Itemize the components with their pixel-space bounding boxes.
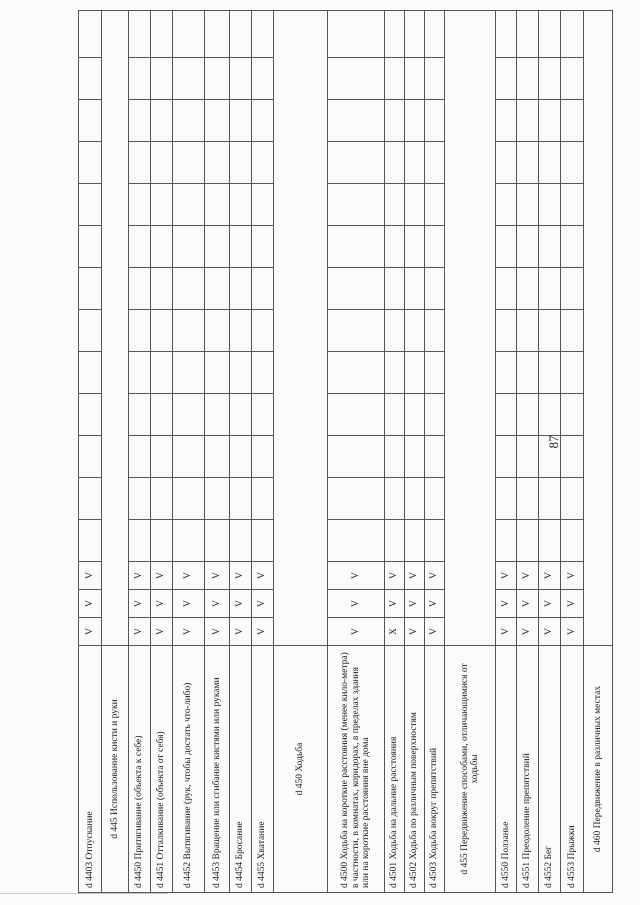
empty-cell (129, 310, 151, 352)
empty-cell (517, 184, 539, 226)
empty-cell (328, 310, 385, 352)
empty-cell (205, 352, 230, 394)
empty-cell (205, 478, 230, 520)
empty-cell (129, 226, 151, 268)
empty-cell (252, 184, 274, 226)
empty-cell (173, 520, 205, 562)
empty-cell (151, 520, 173, 562)
mark-cell: V (405, 590, 425, 618)
empty-cell (517, 226, 539, 268)
empty-cell (561, 11, 584, 58)
empty-cell (425, 520, 445, 562)
empty-cell (151, 142, 173, 184)
empty-cell (425, 268, 445, 310)
category-row (274, 11, 328, 893)
empty-cell (385, 436, 405, 478)
mark-cell: X (385, 618, 405, 646)
category-label: d 450 Ходьба (274, 646, 328, 893)
empty-cell (561, 58, 584, 100)
empty-cell (79, 310, 102, 352)
item-label: d 4453 Вращение или сгибание кистями или руками (205, 646, 230, 893)
item-label: d 4455 Хватание (252, 646, 274, 893)
mark-cell: V (385, 590, 405, 618)
empty-cell (539, 310, 561, 352)
mark-cell: V (79, 590, 102, 618)
empty-cell (173, 478, 205, 520)
mark-cell: V (496, 618, 517, 646)
empty-cell (129, 436, 151, 478)
table-row (205, 11, 230, 893)
empty-cell (230, 142, 252, 184)
empty-cell (517, 268, 539, 310)
empty-cell (252, 226, 274, 268)
empty-cell (539, 226, 561, 268)
empty-cell (539, 436, 561, 478)
item-label: d 4552 Бег (539, 646, 561, 893)
empty-cell (517, 100, 539, 142)
table-row (496, 11, 517, 893)
empty-cell (151, 310, 173, 352)
empty-cell (79, 520, 102, 562)
empty-cell (230, 11, 252, 58)
table-row (405, 11, 425, 893)
table-row (328, 11, 385, 893)
empty-cell (385, 100, 405, 142)
empty-cell (425, 11, 445, 58)
mark-cell: V (129, 618, 151, 646)
mark-cell: V (405, 562, 425, 590)
empty-cell (539, 11, 561, 58)
empty-cell (205, 394, 230, 436)
mark-cell: V (129, 590, 151, 618)
table-row (252, 11, 274, 893)
empty-cell (496, 226, 517, 268)
empty-cell (405, 184, 425, 226)
empty-cell (205, 226, 230, 268)
empty-cell (205, 268, 230, 310)
empty-cell (79, 352, 102, 394)
empty-cell (496, 11, 517, 58)
empty-cell (328, 268, 385, 310)
empty-cell (230, 520, 252, 562)
empty-cell (561, 310, 584, 352)
empty-cell (129, 394, 151, 436)
empty-cell (496, 436, 517, 478)
mark-cell: V (517, 562, 539, 590)
table-row (517, 11, 539, 893)
mark-cell: V (230, 590, 252, 618)
empty-cell (79, 268, 102, 310)
empty-cell (151, 184, 173, 226)
empty-cell (405, 352, 425, 394)
empty-cell (561, 394, 584, 436)
empty-cell (129, 478, 151, 520)
empty-cell (252, 352, 274, 394)
mark-cell: V (230, 562, 252, 590)
empty-cell (425, 142, 445, 184)
item-label: d 4502 Ходьба по различным поверхностям (405, 646, 425, 893)
mark-cell: V (173, 590, 205, 618)
category-label: d 460 Передвижение в различных местах (584, 646, 613, 893)
empty-cell (561, 100, 584, 142)
empty-cell (328, 11, 385, 58)
empty-cell (205, 184, 230, 226)
category-row (102, 11, 129, 893)
empty-cell (385, 478, 405, 520)
empty-cell (517, 520, 539, 562)
empty-cell (252, 142, 274, 184)
empty-cell (385, 184, 405, 226)
empty-cell (230, 58, 252, 100)
category-span-cell (584, 11, 613, 646)
category-row (445, 11, 496, 893)
empty-cell (173, 11, 205, 58)
table-body (79, 11, 613, 893)
item-label: d 4451 Отталкивание (объекта от себя) (151, 646, 173, 893)
empty-cell (405, 436, 425, 478)
empty-cell (79, 184, 102, 226)
empty-cell (517, 142, 539, 184)
empty-cell (517, 11, 539, 58)
empty-cell (129, 142, 151, 184)
empty-cell (385, 58, 405, 100)
empty-cell (328, 436, 385, 478)
mark-cell: V (173, 618, 205, 646)
empty-cell (151, 352, 173, 394)
empty-cell (129, 100, 151, 142)
empty-cell (129, 184, 151, 226)
empty-cell (385, 310, 405, 352)
empty-cell (561, 478, 584, 520)
mark-cell: V (425, 618, 445, 646)
mark-cell: V (517, 590, 539, 618)
empty-cell (151, 268, 173, 310)
item-label: d 4500 Ходьба на короткие расстояния (менее кило-метра) в частности, в комнатах, коридорах, в пределах здания или на короткие расстояния вне дома (328, 646, 385, 893)
item-label: d 4454 Бросание (230, 646, 252, 893)
empty-cell (496, 310, 517, 352)
category-span-cell (102, 11, 129, 646)
empty-cell (561, 268, 584, 310)
empty-cell (205, 58, 230, 100)
empty-cell (252, 268, 274, 310)
empty-cell (385, 520, 405, 562)
empty-cell (230, 394, 252, 436)
mark-cell: V (79, 618, 102, 646)
empty-cell (517, 436, 539, 478)
table-row (385, 11, 405, 893)
empty-cell (405, 58, 425, 100)
category-span-cell (445, 11, 496, 646)
empty-cell (517, 394, 539, 436)
page-number: 87 (546, 435, 561, 449)
empty-cell (539, 184, 561, 226)
empty-cell (405, 11, 425, 58)
empty-cell (252, 11, 274, 58)
empty-cell (425, 310, 445, 352)
empty-cell (385, 226, 405, 268)
empty-cell (539, 142, 561, 184)
mark-cell: V (151, 562, 173, 590)
empty-cell (252, 58, 274, 100)
empty-cell (425, 478, 445, 520)
category-row (584, 11, 613, 893)
empty-cell (328, 478, 385, 520)
scan-edge-line (0, 893, 168, 894)
empty-cell (252, 100, 274, 142)
empty-cell (405, 226, 425, 268)
empty-cell (151, 11, 173, 58)
empty-cell (205, 100, 230, 142)
empty-cell (405, 394, 425, 436)
empty-cell (496, 394, 517, 436)
empty-cell (496, 478, 517, 520)
empty-cell (230, 310, 252, 352)
empty-cell (230, 478, 252, 520)
empty-cell (151, 394, 173, 436)
empty-cell (252, 520, 274, 562)
mark-cell: V (539, 562, 561, 590)
empty-cell (539, 394, 561, 436)
empty-cell (173, 184, 205, 226)
mark-cell: V (252, 618, 274, 646)
table-row (425, 11, 445, 893)
item-label: d 4450 Притягивание (объекта к себе) (129, 646, 151, 893)
empty-cell (173, 142, 205, 184)
empty-cell (173, 100, 205, 142)
mark-cell: V (205, 618, 230, 646)
empty-cell (79, 58, 102, 100)
empty-cell (230, 226, 252, 268)
empty-cell (173, 436, 205, 478)
empty-cell (561, 352, 584, 394)
empty-cell (129, 520, 151, 562)
empty-cell (129, 268, 151, 310)
empty-cell (405, 310, 425, 352)
empty-cell (328, 352, 385, 394)
empty-cell (173, 226, 205, 268)
empty-cell (561, 142, 584, 184)
empty-cell (328, 394, 385, 436)
empty-cell (151, 478, 173, 520)
empty-cell (173, 310, 205, 352)
empty-cell (425, 226, 445, 268)
empty-cell (252, 436, 274, 478)
mark-cell: V (205, 562, 230, 590)
empty-cell (328, 142, 385, 184)
mark-cell: V (539, 590, 561, 618)
empty-cell (425, 436, 445, 478)
empty-cell (517, 352, 539, 394)
empty-cell (151, 100, 173, 142)
empty-cell (496, 58, 517, 100)
mark-cell: V (173, 562, 205, 590)
category-label: d 445 Использование кисти и руки (102, 646, 129, 893)
empty-cell (328, 520, 385, 562)
mark-cell: V (205, 590, 230, 618)
empty-cell (561, 520, 584, 562)
empty-cell (385, 394, 405, 436)
table-row (79, 11, 102, 893)
empty-cell (496, 268, 517, 310)
table-row (173, 11, 205, 893)
mark-cell: V (425, 562, 445, 590)
empty-cell (561, 184, 584, 226)
rotated-table-container (78, 53, 603, 893)
empty-cell (79, 142, 102, 184)
table-row (230, 11, 252, 893)
empty-cell (205, 436, 230, 478)
empty-cell (517, 58, 539, 100)
empty-cell (517, 310, 539, 352)
empty-cell (496, 184, 517, 226)
empty-cell (561, 436, 584, 478)
empty-cell (539, 352, 561, 394)
empty-cell (496, 520, 517, 562)
empty-cell (496, 352, 517, 394)
mark-cell: V (129, 562, 151, 590)
table-row (539, 11, 561, 893)
empty-cell (79, 100, 102, 142)
empty-cell (252, 310, 274, 352)
empty-cell (230, 436, 252, 478)
mark-cell: V (252, 562, 274, 590)
mark-cell: V (496, 590, 517, 618)
empty-cell (328, 226, 385, 268)
empty-cell (173, 352, 205, 394)
empty-cell (230, 268, 252, 310)
empty-cell (539, 268, 561, 310)
category-label: d 455 Передвижение способами, отличающимися от ходьбы (445, 646, 496, 893)
mark-cell: V (328, 562, 385, 590)
criteria-table (78, 10, 613, 893)
item-label: d 4553 Прыжки (561, 646, 584, 893)
item-label: d 4503 Ходьба вокруг препятствий (425, 646, 445, 893)
empty-cell (205, 142, 230, 184)
item-label: d 4452 Вытягивание (рук, чтобы достать что-либо) (173, 646, 205, 893)
empty-cell (539, 520, 561, 562)
empty-cell (151, 436, 173, 478)
empty-cell (496, 142, 517, 184)
empty-cell (151, 226, 173, 268)
empty-cell (129, 352, 151, 394)
empty-cell (173, 58, 205, 100)
empty-cell (425, 184, 445, 226)
empty-cell (205, 310, 230, 352)
mark-cell: V (561, 562, 584, 590)
empty-cell (385, 268, 405, 310)
empty-cell (79, 11, 102, 58)
empty-cell (252, 394, 274, 436)
mark-cell: V (561, 618, 584, 646)
empty-cell (425, 394, 445, 436)
empty-cell (425, 58, 445, 100)
mark-cell: V (405, 618, 425, 646)
mark-cell: V (151, 618, 173, 646)
item-label: d 4403 Отпускание (79, 646, 102, 893)
empty-cell (539, 100, 561, 142)
empty-cell (385, 352, 405, 394)
empty-cell (328, 184, 385, 226)
empty-cell (405, 520, 425, 562)
empty-cell (405, 142, 425, 184)
empty-cell (129, 58, 151, 100)
empty-cell (405, 478, 425, 520)
table-row (561, 11, 584, 893)
mark-cell: V (328, 590, 385, 618)
item-label: d 4501 Ходьба на дальние расстояния (385, 646, 405, 893)
empty-cell (561, 226, 584, 268)
empty-cell (230, 100, 252, 142)
empty-cell (79, 478, 102, 520)
empty-cell (405, 268, 425, 310)
table-row (129, 11, 151, 893)
mark-cell: V (517, 618, 539, 646)
empty-cell (539, 58, 561, 100)
empty-cell (79, 226, 102, 268)
empty-cell (517, 478, 539, 520)
empty-cell (230, 184, 252, 226)
item-label: d 4550 Ползанье (496, 646, 517, 893)
empty-cell (405, 100, 425, 142)
mark-cell: V (425, 590, 445, 618)
empty-cell (79, 394, 102, 436)
empty-cell (129, 11, 151, 58)
mark-cell: V (385, 562, 405, 590)
empty-cell (173, 268, 205, 310)
empty-cell (151, 58, 173, 100)
table-row (151, 11, 173, 893)
mark-cell: V (230, 618, 252, 646)
category-span-cell (274, 11, 328, 646)
empty-cell (328, 100, 385, 142)
mark-cell: V (151, 590, 173, 618)
empty-cell (173, 394, 205, 436)
mark-cell: V (539, 618, 561, 646)
empty-cell (385, 11, 405, 58)
item-label: d 4551 Преодоление препятствий (517, 646, 539, 893)
table-frame (78, 53, 603, 893)
empty-cell (205, 11, 230, 58)
empty-cell (425, 100, 445, 142)
empty-cell (230, 352, 252, 394)
empty-cell (539, 478, 561, 520)
empty-cell (252, 478, 274, 520)
empty-cell (496, 100, 517, 142)
empty-cell (205, 520, 230, 562)
mark-cell: V (328, 618, 385, 646)
mark-cell: V (79, 562, 102, 590)
mark-cell: V (252, 590, 274, 618)
mark-cell: V (496, 562, 517, 590)
empty-cell (385, 142, 405, 184)
empty-cell (79, 436, 102, 478)
empty-cell (328, 58, 385, 100)
mark-cell: V (561, 590, 584, 618)
empty-cell (425, 352, 445, 394)
